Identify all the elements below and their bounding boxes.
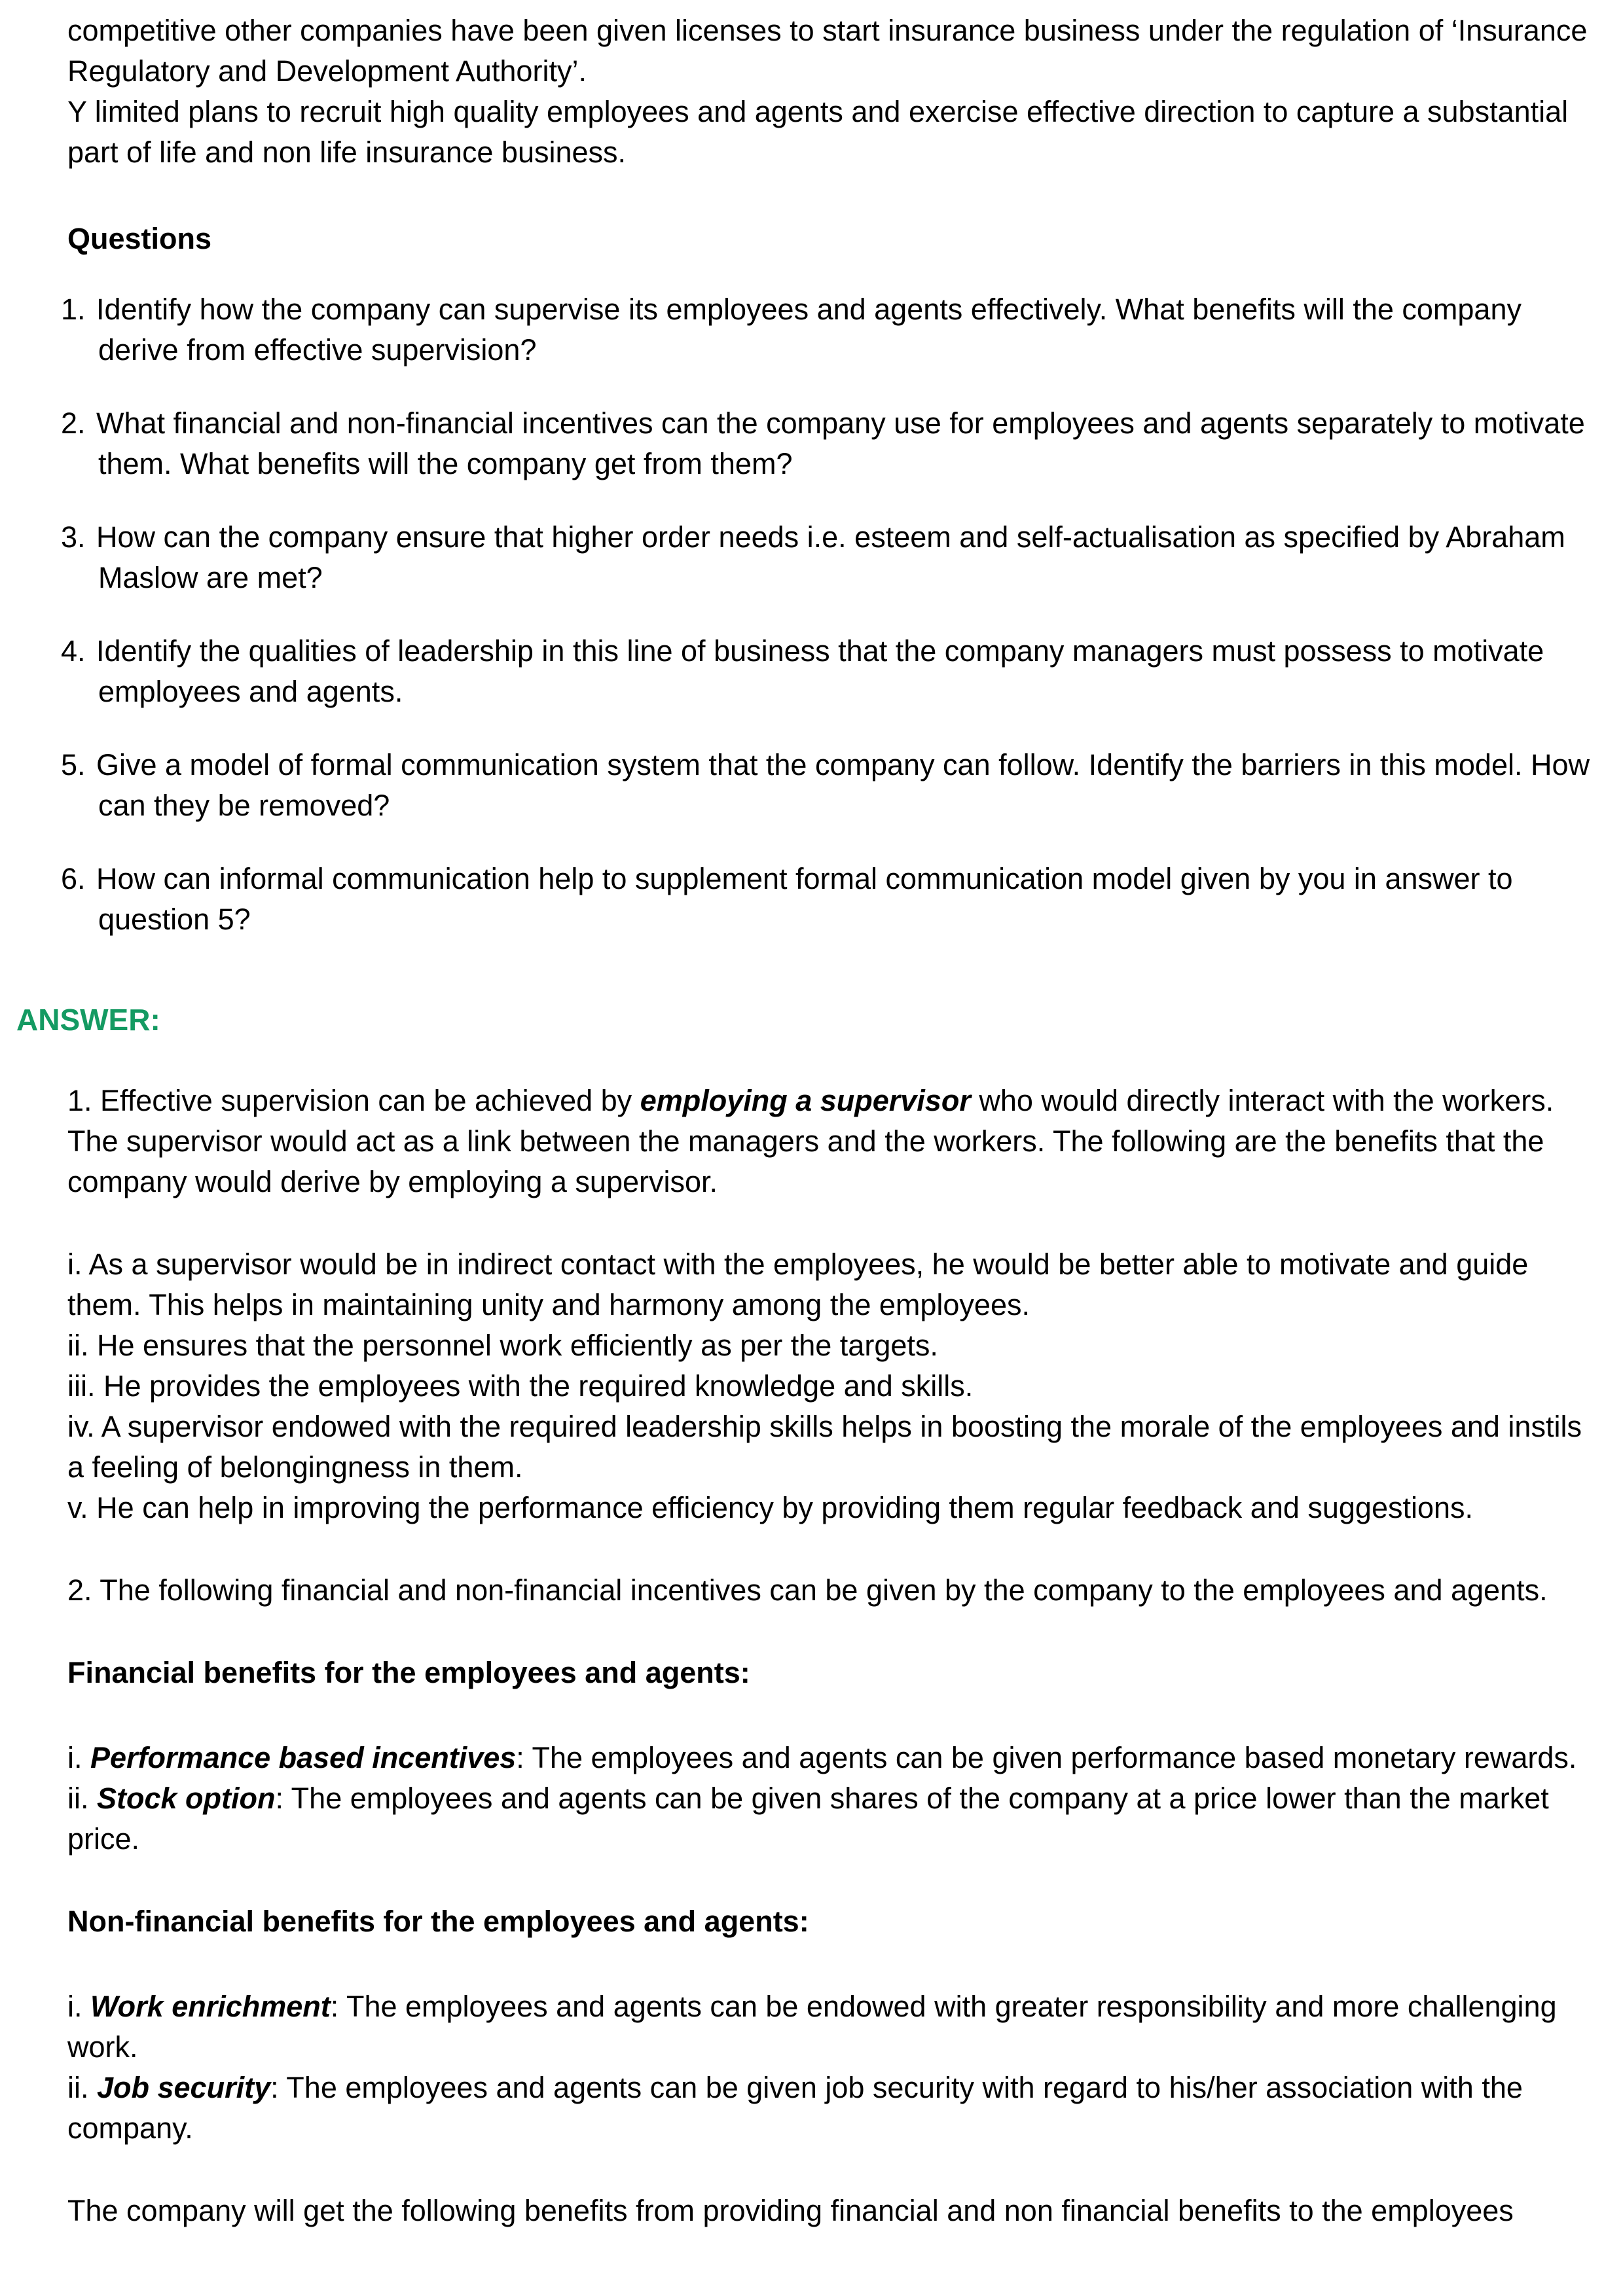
question-number-3: 3. (61, 520, 86, 554)
question-number-2: 2. (61, 406, 86, 440)
item-text: : The employees and agents can be endowed with greater responsibility and more challenging work. (67, 1990, 1557, 2064)
supervisor-benefit-item-2: ii. He ensures that the personnel work efficiently as per the targets. (67, 1329, 938, 1362)
item-term: Performance based incentives (90, 1741, 517, 1774)
question-number-5: 5. (61, 748, 86, 781)
supervisor-benefit-item-5: v. He can help in improving the performance efficiency by providing them regular feedback and suggestions. (67, 1491, 1474, 1524)
question-text-6: How can informal communication help to supplement formal communication model given by you in answer to question 5? (96, 862, 1513, 936)
supervisor-benefit-item-3: iii. He provides the employees with the required knowledge and skills. (67, 1369, 974, 1403)
supervisor-benefits-list (67, 1244, 1596, 1528)
answer-1-suffix: who would directly interact with the workers. The supervisor would act as a link between the managers and the workers. The following are the benefits that the company would derive by employing a supervisor. (67, 1084, 1554, 1198)
item-term: Work enrichment (90, 1990, 331, 2023)
item-number: i. (67, 1741, 91, 1774)
question-text-5: Give a model of formal communication system that the company can follow. Identify the barriers in this model. How can they be removed? (96, 748, 1590, 822)
item-number: ii. (67, 1782, 97, 1815)
answer-heading: ANSWER: (16, 1003, 160, 1037)
financial-benefit-item-2 (67, 1778, 1596, 1859)
non-financial-benefit-item-1 (67, 1986, 1596, 2068)
answer-1-emphasis: employing a supervisor (640, 1084, 971, 1117)
item-term: Job security (97, 2071, 271, 2104)
financial-benefit-item-1 (67, 1738, 1596, 1778)
item-text: : The employees and agents can be given shares of the company at a price lower than the market price. (67, 1782, 1549, 1856)
answer-2-intro: 2. The following financial and non-financial incentives can be given by the company to the employees and agents. (67, 1573, 1548, 1607)
question-number-6: 6. (61, 862, 86, 895)
question-item-5 (61, 745, 1598, 826)
answer-1-prefix: 1. Effective supervision can be achieved by (67, 1084, 640, 1117)
non-financial-benefit-item-2 (67, 2068, 1596, 2149)
item-number: ii. (67, 2071, 97, 2104)
item-term: Stock option (97, 1782, 276, 1815)
question-text-1: Identify how the company can supervise its employees and agents effectively. What benefits will the company derive from effective supervision? (96, 293, 1522, 367)
question-item-6 (61, 859, 1598, 940)
answer-1-paragraph (67, 1081, 1596, 1202)
item-text: : The employees and agents can be given performance based monetary rewards. (516, 1741, 1577, 1774)
question-item-1 (61, 289, 1598, 370)
non-financial-benefits-heading: Non-financial benefits for the employees and agents: (67, 1905, 809, 1938)
question-text-2: What financial and non-financial incentives can the company use for employees and agents separately to motivate them. What benefits will the company get from them? (96, 406, 1585, 480)
financial-benefits-list (67, 1738, 1596, 1859)
question-number-1: 1. (61, 293, 86, 326)
intro-paragraph-1: competitive other companies have been given licenses to start insurance business under the regulation of ‘Insurance Regulatory and Development Authority’. (67, 14, 1588, 88)
question-number-4: 4. (61, 634, 86, 668)
question-item-3 (61, 517, 1598, 598)
question-item-2 (61, 403, 1598, 484)
item-number: i. (67, 1990, 91, 2023)
item-text: : The employees and agents can be given job security with regard to his/her association with the company. (67, 2071, 1523, 2145)
supervisor-benefit-item-1: i. As a supervisor would be in indirect contact with the employees, he would be better able to motivate and guide them. This helps in maintaining unity and harmony among the employees. (67, 1247, 1529, 1321)
closing-paragraph: The company will get the following benefits from providing financial and non financial benefits to the employees (67, 2194, 1514, 2227)
non-financial-benefits-list (67, 1986, 1596, 2149)
question-text-4: Identify the qualities of leadership in this line of business that the company managers must possess to motivate employees and agents. (96, 634, 1544, 708)
supervisor-benefit-item-4: iv. A supervisor endowed with the required leadership skills helps in boosting the morale of the employees and instils a feeling of belongingness in them. (67, 1410, 1582, 1484)
intro-paragraph-2: Y limited plans to recruit high quality employees and agents and exercise effective direction to capture a substantial part of life and non life insurance business. (67, 95, 1569, 169)
question-item-4 (61, 631, 1598, 712)
question-text-3: How can the company ensure that higher order needs i.e. esteem and self-actualisation as specified by Abraham Maslow are met? (96, 520, 1565, 594)
questions-heading: Questions (67, 222, 212, 255)
financial-benefits-heading: Financial benefits for the employees and agents: (67, 1656, 750, 1689)
